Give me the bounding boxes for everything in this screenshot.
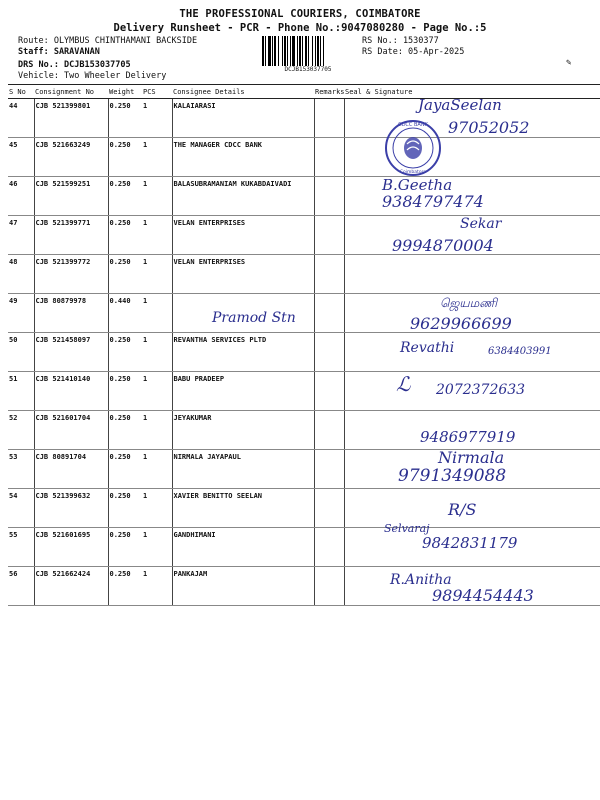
table-row (8, 177, 600, 216)
row-pcs: 1 (142, 177, 172, 216)
row-consignment-no: CJB 521663249 (34, 138, 108, 177)
row-consignee: BABU PRADEEP (172, 372, 314, 411)
row-pcs: 1 (142, 567, 172, 606)
runsheet-table (8, 84, 600, 606)
signature-51-number: 2072372633 (436, 382, 526, 398)
col-signature: Seal & Signature (344, 85, 600, 99)
signature-44-number: 97052052 (448, 118, 530, 137)
row-signature (344, 333, 600, 372)
row-consignment-no: CJB 521410140 (34, 372, 108, 411)
svg-text:CDCC BANK: CDCC BANK (398, 122, 428, 128)
rs-date: RS Date: 05-Apr-2025 (362, 47, 465, 57)
col-pcs: PCS (142, 85, 172, 99)
signature-49-number: 9629966699 (410, 314, 512, 333)
row-pcs: 1 (142, 99, 172, 138)
row-consignment-no: CJB 521599251 (34, 177, 108, 216)
drs-number: DRS No.: DCJB153037705 (18, 60, 131, 70)
table-row (8, 450, 600, 489)
row-remarks (314, 216, 344, 255)
row-consignee: VELAN ENTERPRISES (172, 255, 314, 294)
runsheet-title: Delivery Runsheet - PCR - Phone No.:9047080280 - Page No.:5 (113, 22, 487, 34)
row-sno: 53 (8, 450, 34, 489)
table-row (8, 216, 600, 255)
row-remarks (314, 489, 344, 528)
signature-53-number: 9791349088 (398, 466, 507, 486)
row-pcs: 1 (142, 489, 172, 528)
row-consignee: NIRMALA JAYAPAUL (172, 450, 314, 489)
signature-55-number: 9842831179 (422, 534, 518, 552)
signature-44-name: JayaSeelan (418, 96, 502, 114)
row-remarks (314, 294, 344, 333)
row-weight: 0.250 (108, 528, 142, 567)
signature-56-number: 9894454443 (432, 586, 534, 605)
row-pcs: 1 (142, 411, 172, 450)
row-pcs: 1 (142, 528, 172, 567)
row-consignment-no: CJB 80879978 (34, 294, 108, 333)
row-remarks (314, 138, 344, 177)
barcode (262, 36, 354, 66)
row-signature (344, 255, 600, 294)
row-sno: 44 (8, 99, 34, 138)
col-weight: Weight (108, 85, 142, 99)
row-weight: 0.440 (108, 294, 142, 333)
row-sno: 51 (8, 372, 34, 411)
row-sno: 50 (8, 333, 34, 372)
row-consignee: XAVIER BENITTO SEELAN (172, 489, 314, 528)
row-consignment-no: CJB 521399632 (34, 489, 108, 528)
svg-text:Coimbatore: Coimbatore (399, 170, 427, 175)
signature-46-name: B.Geetha (382, 176, 453, 194)
row-weight: 0.250 (108, 489, 142, 528)
barcode-text: DCJB153037705 (284, 66, 332, 73)
col-remarks: Remarks (314, 85, 344, 99)
row-consignment-no: CJB 521458097 (34, 333, 108, 372)
signature-55-name: Selvaraj (384, 522, 430, 535)
signature-49-mark: Pramod Stn (212, 310, 296, 326)
row-pcs: 1 (142, 255, 172, 294)
row-remarks (314, 372, 344, 411)
row-consignment-no: CJB 521601695 (34, 528, 108, 567)
signature-47-number: 9994870004 (392, 236, 494, 255)
row-remarks (314, 99, 344, 138)
table-row (8, 138, 600, 177)
row-sno: 49 (8, 294, 34, 333)
signature-53-name: Nirmala (438, 448, 505, 467)
row-weight: 0.250 (108, 567, 142, 606)
row-sno: 48 (8, 255, 34, 294)
staff-text: Staff: SARAVANAN (18, 47, 100, 57)
row-weight: 0.250 (108, 255, 142, 294)
signature-47-name: Sekar (460, 216, 502, 232)
row-pcs: 1 (142, 372, 172, 411)
signature-50-mark: Revathi (400, 340, 455, 356)
row-sno: 52 (8, 411, 34, 450)
signature-46-number: 9384797474 (382, 192, 484, 211)
route-text: Route: OLYMBUS CHINTHAMANI BACKSIDE (18, 36, 198, 46)
row-consignee: GANDHIMANI (172, 528, 314, 567)
row-remarks (314, 450, 344, 489)
row-consignment-no: CJB 80891704 (34, 450, 108, 489)
row-weight: 0.250 (108, 99, 142, 138)
row-pcs: 1 (142, 450, 172, 489)
row-consignee: REVANTHA SERVICES PLTD (172, 333, 314, 372)
row-weight: 0.250 (108, 216, 142, 255)
bank-seal-stamp (383, 118, 443, 178)
row-sno: 47 (8, 216, 34, 255)
row-sno: 46 (8, 177, 34, 216)
signature-52-number: 9486977919 (420, 428, 516, 446)
row-sno: 45 (8, 138, 34, 177)
row-pcs: 1 (142, 216, 172, 255)
row-pcs: 1 (142, 138, 172, 177)
signature-51-mark: ℒ (396, 372, 411, 396)
row-weight: 0.250 (108, 411, 142, 450)
row-sno: 56 (8, 567, 34, 606)
row-remarks (314, 567, 344, 606)
signature-50-number: 6384403991 (488, 346, 552, 357)
row-weight: 0.250 (108, 333, 142, 372)
row-consignment-no: CJB 521601704 (34, 411, 108, 450)
row-sno: 54 (8, 489, 34, 528)
row-consignee: KALAIARASI (172, 99, 314, 138)
row-consignment-no: CJB 521399801 (34, 99, 108, 138)
table-row (8, 255, 600, 294)
row-consignee: THE MANAGER CDCC BANK (172, 138, 314, 177)
rs-number: RS No.: 1530377 (362, 36, 439, 46)
row-remarks (314, 333, 344, 372)
row-sno: 55 (8, 528, 34, 567)
signature-54-mark: R/S (448, 500, 477, 519)
signature-56-name: R.Anitha (390, 572, 452, 588)
pen-mark-icon: ✎ (566, 58, 572, 68)
row-pcs: 1 (142, 294, 172, 333)
row-consignee: BALASUBRAMANIAM KUKABDAIVADI (172, 177, 314, 216)
table-header-row (8, 85, 600, 99)
row-pcs: 1 (142, 333, 172, 372)
row-remarks (314, 528, 344, 567)
table-row (8, 489, 600, 528)
company-title: THE PROFESSIONAL COURIERS, COIMBATORE (179, 8, 421, 20)
signature-49-tamil: ஜெயமணி (440, 296, 498, 310)
row-consignee: PANKAJAM (172, 567, 314, 606)
row-consignee: JEYAKUMAR (172, 411, 314, 450)
row-remarks (314, 177, 344, 216)
row-weight: 0.250 (108, 372, 142, 411)
col-consignee: Consignee Details (172, 85, 314, 99)
row-consignment-no: CJB 521399772 (34, 255, 108, 294)
row-weight: 0.250 (108, 450, 142, 489)
row-remarks (314, 255, 344, 294)
vehicle-text: Vehicle: Two Wheeler Delivery (18, 71, 167, 81)
row-consignee: VELAN ENTERPRISES (172, 216, 314, 255)
col-consignment: Consignment No (34, 85, 108, 99)
row-weight: 0.250 (108, 138, 142, 177)
col-sno: S No (8, 85, 34, 99)
row-weight: 0.250 (108, 177, 142, 216)
row-consignment-no: CJB 521399771 (34, 216, 108, 255)
row-consignment-no: CJB 521662424 (34, 567, 108, 606)
row-remarks (314, 411, 344, 450)
